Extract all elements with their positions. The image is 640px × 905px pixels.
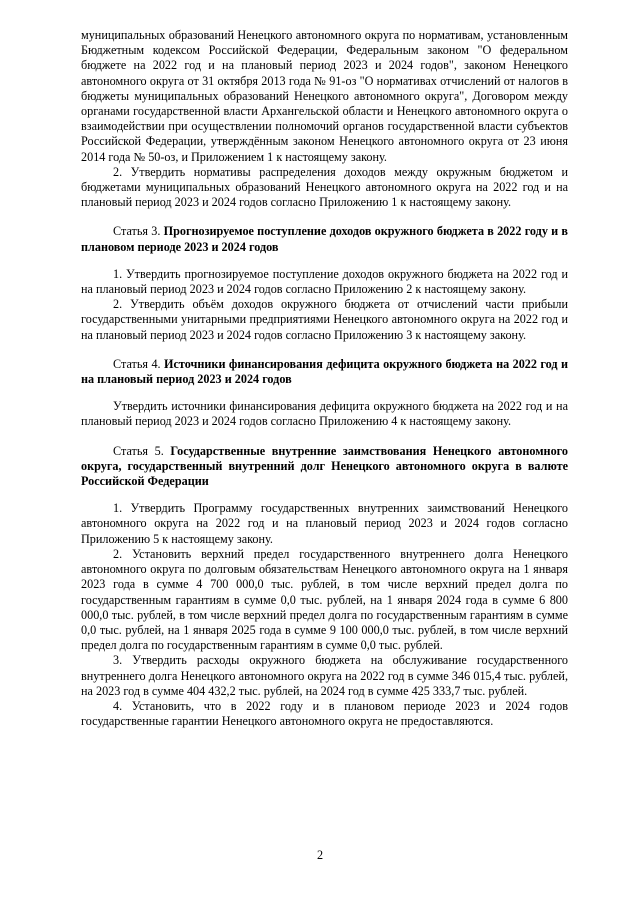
page-number: 2 bbox=[316, 848, 324, 862]
article-3-prefix: Статья 3. bbox=[113, 224, 161, 239]
article-5-item-2: 2. Установить верхний предел государственного внутреннего долга Ненецкого автономного округа по долговым обязательствам Ненецкого автономного округа на 1 января 2023 года в сумме 4 700 000,0 тыс. рублей, в том числе верхний предел долга по государственным гарантиям в сумме 0,0 тыс. рублей, на 1 января 2024 года в сумме 6 800 000,0 тыс. рублей, в том числе верхний предел долга по государственным гарантиям в сумме 0,0 тыс. рублей, на 1 января 2025 года в сумме 9 100 000,0 тыс. рублей, в том числе верхний предел долга по государственным гарантиям в сумме 0,0 тыс. рублей. bbox=[81, 546, 568, 653]
article-4-heading bbox=[81, 357, 568, 387]
article-5-item-3: 3. Утвердить расходы окружного бюджета на обслуживание государственного внутреннего долга Ненецкого автономного округа на 2022 год в сумме 346 015,4 тыс. рублей, на 2023 год в сумме 404 432,2 тыс. рублей, на 2024 год в сумме 425 333,7 тыс. рублей. bbox=[81, 653, 568, 698]
article-3-item-2: 2. Утвердить объём доходов окружного бюджета от отчислений части прибыли государственными унитарными предприятиями Ненецкого автономного округа на 2022 год и на плановый период 2023 и 2024 годов согласно Приложению 3 к настоящему закону. bbox=[81, 297, 568, 342]
article-4-prefix: Статья 4. bbox=[113, 356, 161, 371]
article-4-title: Источники финансирования дефицита окружного бюджета на 2022 год и на плановый период 2023 и 2024 годов bbox=[81, 356, 568, 387]
article-5-item-1: 1. Утвердить Программу государственных внутренних заимствований Ненецкого автономного округа на 2022 год и на плановый период 2023 и 2024 годов согласно Приложению 5 к настоящему закону. bbox=[81, 501, 568, 546]
article-5-prefix: Статья 5. bbox=[113, 443, 164, 458]
document-page bbox=[81, 28, 568, 729]
article-5-heading bbox=[81, 444, 568, 490]
article-4-text: Утвердить источники финансирования дефицита окружного бюджета на 2022 год и на плановый период 2023 и 2024 годов согласно Приложению 4 к настоящему закону. bbox=[81, 399, 568, 429]
article-3-heading bbox=[81, 224, 568, 254]
intro-item-2: 2. Утвердить нормативы распределения доходов между окружным бюджетом и бюджетами муниципальных образований Ненецкого автономного округа на 2022 год и на плановый период 2023 и 2024 годов согласно Приложению 1 к настоящему закону. bbox=[81, 164, 568, 210]
article-5-title: Государственные внутренние заимствования Ненецкого автономного округа, государственный внутренний долг Ненецкого автономного округа в валюте Российской Федерации bbox=[81, 443, 569, 489]
article-5-item-4: 4. Установить, что в 2022 году и в плановом периоде 2023 и 2024 годов государственные гарантии Ненецкого автономного округа не предоставляются. bbox=[81, 698, 568, 729]
article-3-item-1: 1. Утвердить прогнозируемое поступление доходов окружного бюджета на 2022 год и на плановый период 2023 и 2024 годов согласно Приложению 2 к настоящему закону. bbox=[81, 266, 568, 297]
article-3-title: Прогнозируемое поступление доходов окружного бюджета в 2022 году и в плановом периоде 2023 и 2024 годов bbox=[81, 224, 568, 254]
intro-paragraph: муниципальных образований Ненецкого автономного округа по нормативам, установленным Бюджетным кодексом Российской Федерации, Федеральным законом "О федеральном бюджете на 2022 год и на плановый период 2023 и 2024 годов", законом Ненецкого автономного округа от 31 октября 2013 года № 91-оз "О нормативах отчислений от налогов в бюджеты муниципальных образований Ненецкого автономного округа", Договором между органами государственной власти Архангельской области и Ненецкого автономного округа о взаимодействии при осуществлении полномочий органов государственной власти субъектов Российской Федерации, утверждённым законом Ненецкого автономного округа от 23 июня 2014 года № 50-оз, и Приложением 1 к настоящему закону. bbox=[81, 28, 568, 164]
